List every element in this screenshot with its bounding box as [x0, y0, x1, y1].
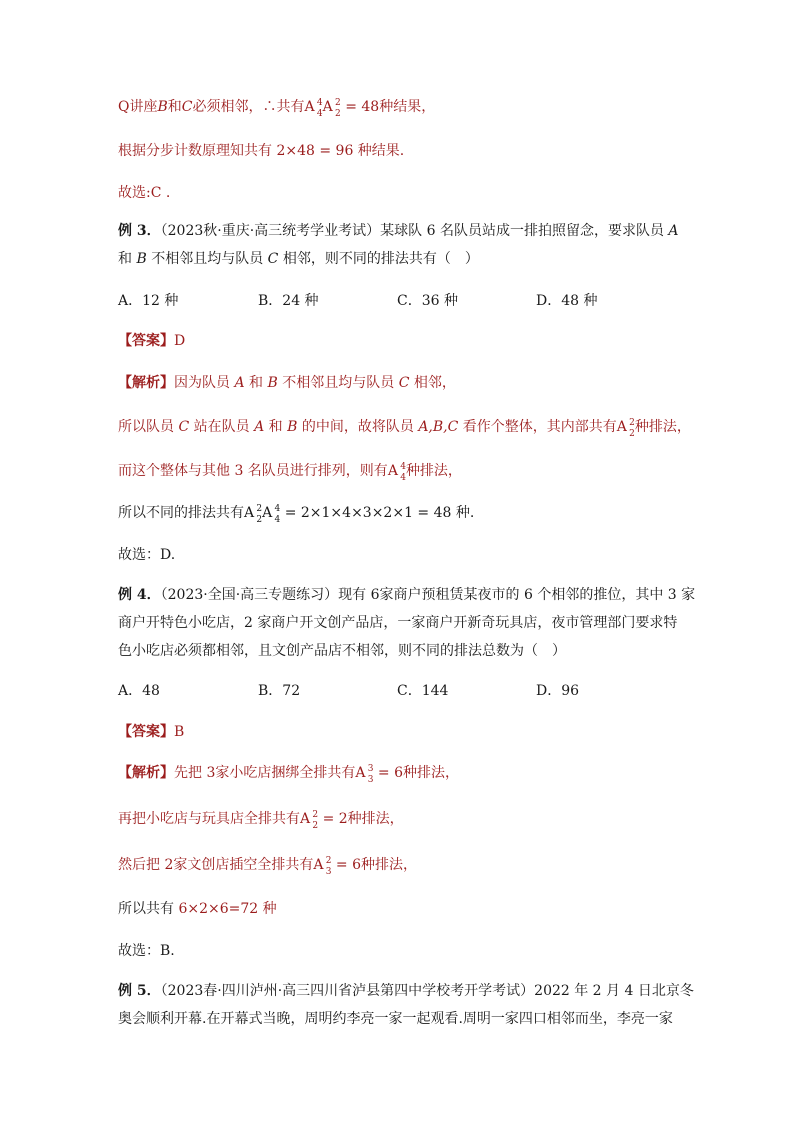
- option-a: A．48: [118, 683, 160, 699]
- example-5-line-1: [118, 982, 694, 1000]
- text: 现有 6家商户预租赁某夜市的 6 个相邻的推位，其中 3 家: [338, 587, 696, 603]
- text: 必须相邻，∴共有: [192, 99, 305, 115]
- option-c: C．36 种: [397, 293, 458, 309]
- arrangement-symbol: A 2 2: [322, 98, 341, 119]
- option-c: C．144: [397, 683, 449, 699]
- text: 相邻，则不同的排法共有（ ）: [278, 251, 479, 267]
- arrangement-symbol: A 3 3: [355, 764, 374, 785]
- text: Q讲座: [118, 99, 158, 115]
- analysis-label: 【解析】: [118, 765, 174, 781]
- choice-line: 故选：B.: [118, 943, 175, 959]
- option-b: B．24 种: [258, 293, 319, 309]
- analysis-line-2: 所以队员 C 站在队员 A 和 B 的中间，故将队员 A,B,C 看作个整体，其内部共有A 2 2 种排法，: [118, 418, 691, 439]
- example-4-line-2: 商户开特色小吃店，2 家商户开文创产品店，一家商户开新奇玩具店，夜市管理部门要求特: [118, 615, 678, 631]
- var-b: B: [157, 99, 168, 115]
- analysis-label: 【解析】: [118, 375, 174, 391]
- option-b: B．72: [258, 683, 301, 699]
- answer-value: B: [174, 724, 185, 740]
- text: 和: [167, 99, 182, 115]
- answer-line: [118, 332, 185, 350]
- choice-line: 故选：D.: [118, 547, 176, 563]
- example-4-line-3: 色小吃店必须都相邻，且文创产品店不相邻，则不同的排法总数为（ ）: [118, 643, 566, 659]
- arrangement-symbol: A 2 2: [300, 810, 319, 831]
- var-b: B: [136, 251, 147, 267]
- analysis-line-1: 【解析】先把 3家小吃店捆绑全排共有A 3 3 = 6种排法，: [118, 764, 460, 785]
- arrangement-symbol: A 4 4: [304, 98, 323, 119]
- answer-value: D: [174, 333, 186, 349]
- var-c: C: [267, 251, 279, 267]
- source: （2023·全国·高三专题练习）: [160, 587, 339, 603]
- source: （2023春·四川泸州·高三四川省泸县第四中学校考开学考试）: [160, 983, 535, 999]
- source: （2023秋·重庆·高三统考学业考试）: [160, 223, 381, 239]
- option-d: D．96: [536, 683, 580, 699]
- var-c: C: [181, 99, 193, 115]
- solution-line-1: [118, 98, 436, 119]
- option-a: A．12 种: [118, 293, 179, 309]
- arrangement-symbol: A 4 4: [387, 462, 406, 483]
- example-label: 例 5．: [118, 983, 161, 999]
- text: 某球队 6 名队员站成一排拍照留念，要求队员: [380, 223, 669, 239]
- answer-label: 【答案】: [118, 333, 174, 349]
- example-5-line-2: 奥会顺利开幕.在开幕式当晚，周明约李亮一家一起观看.周明一家四口相邻而坐，李亮一家: [118, 1011, 673, 1027]
- var-a: A: [668, 223, 679, 239]
- text: 和: [118, 251, 137, 267]
- arrangement-symbol: A 2 2: [244, 504, 263, 525]
- answer-label: 【答案】: [118, 724, 174, 740]
- answer-line: [118, 723, 184, 741]
- analysis-line-4: 所以不同的排法共有A 2 2 A 4 4 = 2×1×4×3×2×1 = 48 种.: [118, 504, 475, 525]
- example-4-line-1: [118, 586, 695, 604]
- choice-line: 故选:C .: [118, 185, 171, 201]
- option-d: D．48 种: [536, 293, 598, 309]
- analysis-line-3: 然后把 2家文创店插空全排共有A 2 3 = 6种排法，: [118, 856, 418, 877]
- arrangement-symbol: A 2 3: [313, 856, 332, 877]
- example-label: 例 3．: [118, 223, 161, 239]
- solution-line-2: 根据分步计数原理知共有 2×48 = 96 种结果.: [118, 143, 405, 159]
- analysis-line-1: 【解析】因为队员 A 和 B 不相邻且均与队员 C 相邻，: [118, 375, 456, 391]
- arrangement-symbol: A 4 4: [262, 504, 281, 525]
- text: = 48种结果，: [340, 99, 436, 115]
- arrangement-symbol: A 2 2: [616, 418, 635, 439]
- analysis-line-2: 再把小吃店与玩具店全排共有A 2 2 = 2种排法，: [118, 810, 404, 831]
- text: 2022 年 2 月 4 日北京冬: [534, 983, 694, 999]
- analysis-line-3: 而这个整体与其他 3 名队员进行排列，则有A 4 4 种排法，: [118, 462, 462, 483]
- example-3-line-1: [118, 222, 679, 240]
- example-3-line-2: [118, 250, 479, 268]
- analysis-line-4: 所以共有 6×2×6=72 种: [118, 901, 277, 917]
- text: 不相邻且均与队员: [146, 251, 268, 267]
- example-label: 例 4．: [118, 587, 161, 603]
